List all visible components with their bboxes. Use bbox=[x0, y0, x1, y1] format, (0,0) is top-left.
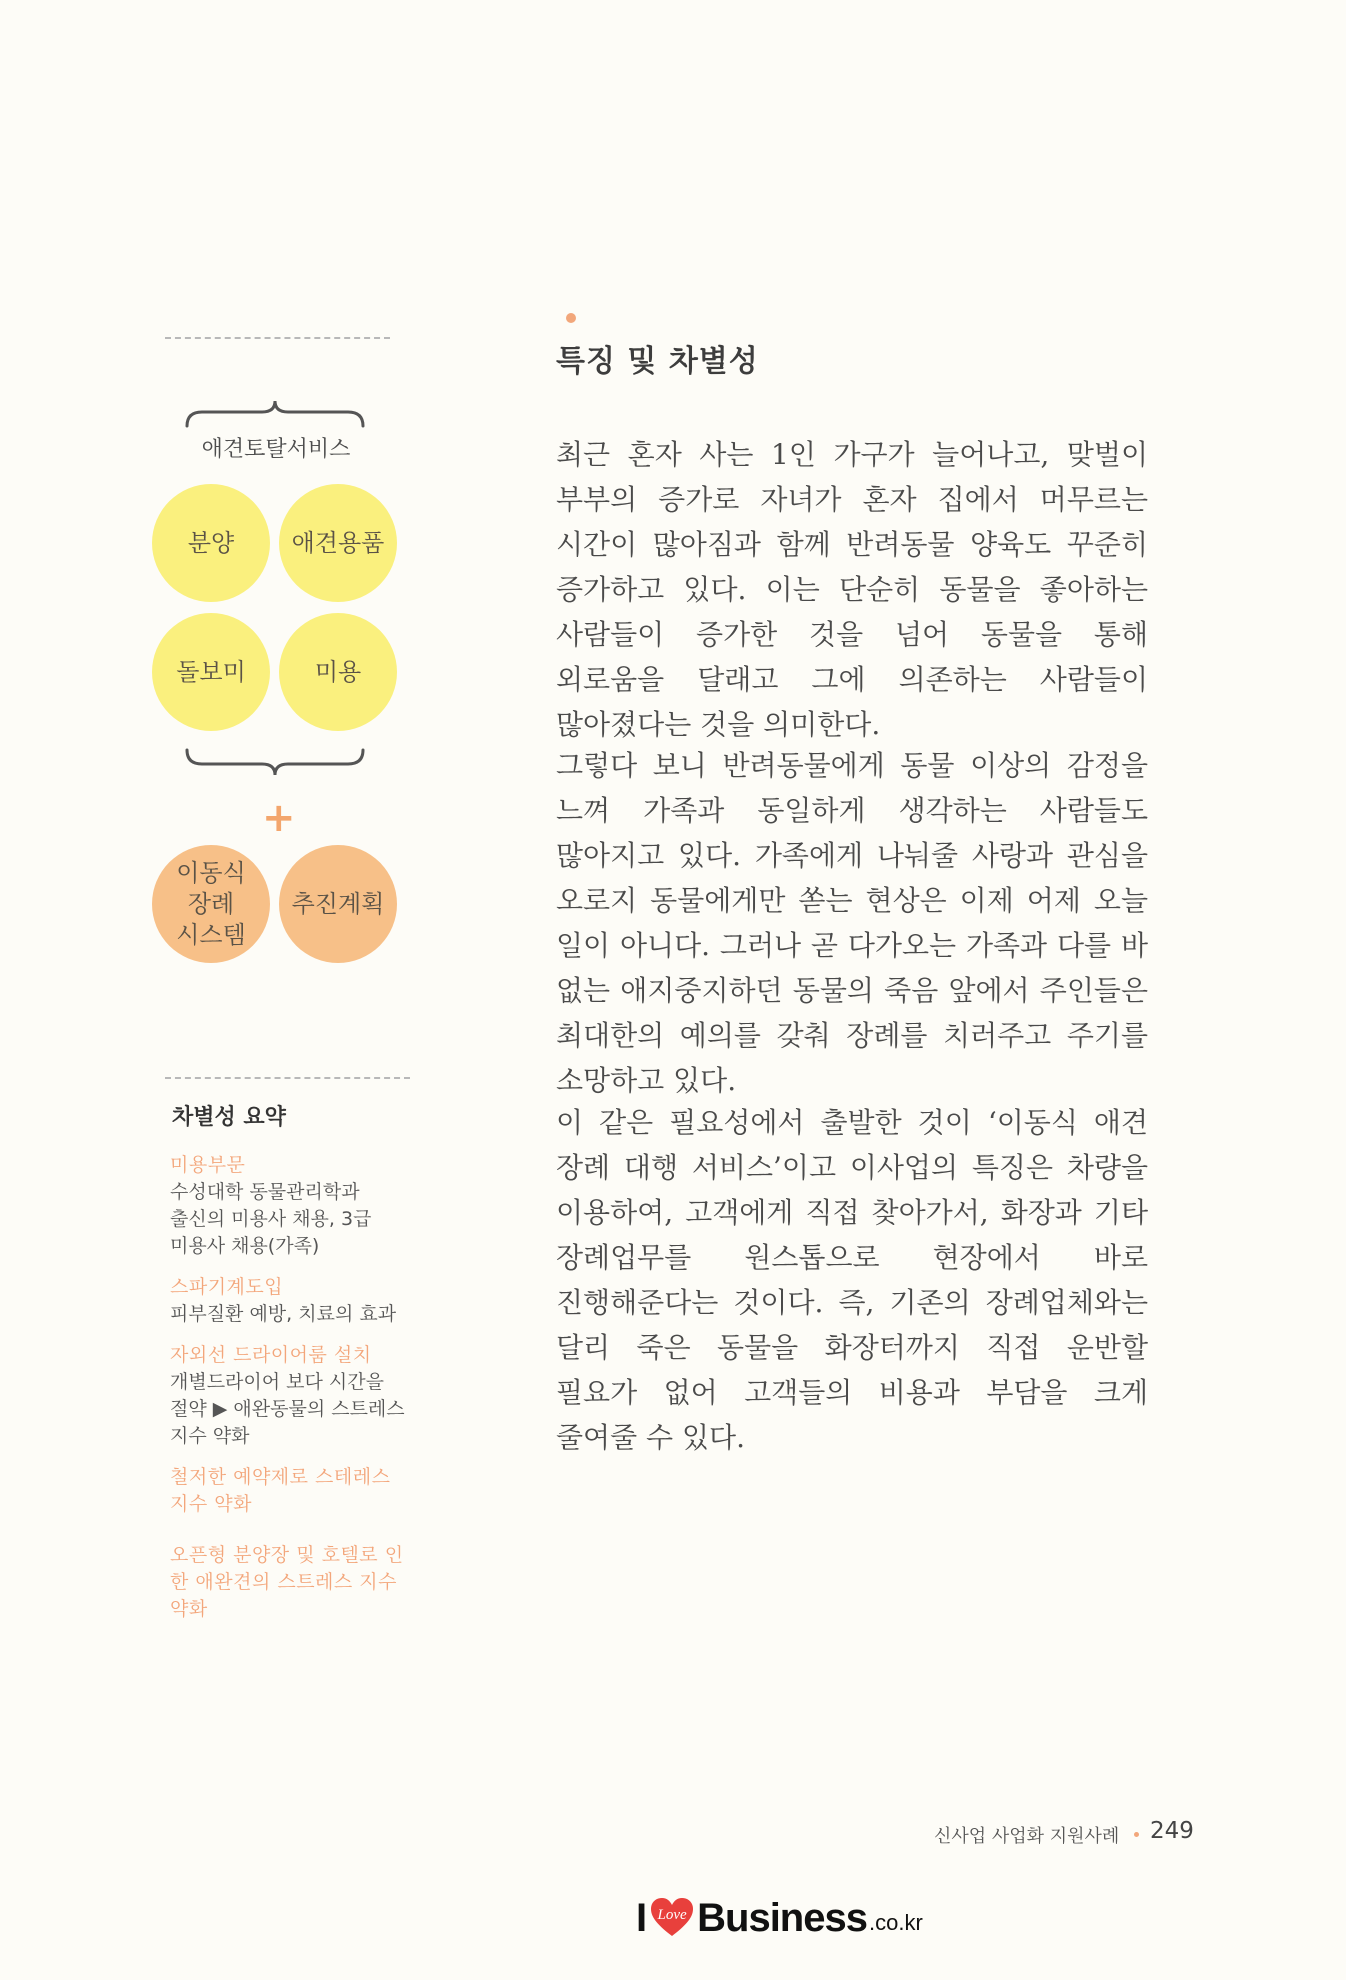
circle-adoption: 분양 bbox=[152, 484, 270, 602]
summary-item-head: 철저한 예약제로 스테레스 지수 약화 bbox=[170, 1466, 391, 1515]
plus-icon: + bbox=[262, 795, 296, 841]
sidebar-bottom-divider bbox=[165, 1077, 410, 1079]
paragraph-3: 이 같은 필요성에서 출발한 것이 ‘이동식 애견 장례 대행 서비스’이고 이사업의 특징은 차량을 이용하여, 고객에게 직접 찾아가서, 화장과 기타 장례업무를 원스톱으로 현장에서 바로 진행해준다는 것이다. 즉, 기존의 장례업체와는 달리 죽은 동물을 화장터까지 직접 운반할 필요가 없어 고객들의 비용과 부담을 크게 줄여줄 수 있다. bbox=[556, 1106, 1148, 1454]
running-title: 신사업 사업화 지원사례 bbox=[934, 1826, 1120, 1847]
footer-dot-icon bbox=[1134, 1832, 1139, 1837]
circle-pet-supplies: 애견용품 bbox=[279, 484, 397, 602]
logo-domain: .co.kr bbox=[868, 1910, 923, 1935]
service-label: 애견토탈서비스 bbox=[201, 437, 351, 462]
logo-heart-text: Love bbox=[657, 1907, 687, 1923]
page-number: 249 bbox=[1150, 1818, 1194, 1844]
summary-item-head: 자외선 드라이어룸 설치 bbox=[170, 1344, 372, 1366]
logo-prefix: I bbox=[636, 1896, 648, 1940]
summary-item bbox=[170, 1542, 410, 1623]
section-dot-icon bbox=[566, 313, 576, 323]
section-title: 특징 및 차별성 bbox=[556, 344, 759, 379]
summary-item bbox=[170, 1464, 410, 1518]
heart-icon bbox=[649, 1896, 695, 1938]
paragraph-2: 그렇다 보니 반려동물에게 동물 이상의 감정을 느껴 가족과 동일하게 생각하는 사람들도 많아지고 있다. 가족에게 나눠줄 사랑과 관심을 오로지 동물에게만 쏟는 현상은 이제 어제 오늘 일이 아니다. 그러나 곧 다가오는 가족과 다를 바 없는 애지중지하던 동물의 죽음 앞에서 주인들은 최대한의 예의를 갖춰 장례를 치러주고 주기를 소망하고 있다. bbox=[556, 749, 1148, 1097]
summary-item bbox=[170, 1274, 410, 1328]
summary-item-head: 오픈형 분양장 및 호텔로 인한 애완견의 스트레스 지수약화 bbox=[170, 1544, 404, 1620]
summary-item bbox=[170, 1342, 410, 1450]
summary-item bbox=[170, 1152, 410, 1260]
summary-item-body: 피부질환 예방, 치료의 효과 bbox=[170, 1303, 397, 1325]
iloveb-logo bbox=[636, 1896, 923, 1938]
circle-pet-sitter: 돌보미 bbox=[152, 613, 270, 731]
summary-item-head: 스파기계도입 bbox=[170, 1276, 284, 1298]
bottom-brace-icon bbox=[184, 748, 366, 778]
summary-title: 차별성 요약 bbox=[172, 1105, 286, 1130]
logo-brand: Business bbox=[697, 1896, 867, 1940]
summary-item-body: 수성대학 동물관리학과 출신의 미용사 채용, 3급 미용사 채용(가족) bbox=[170, 1181, 372, 1257]
sidebar-top-divider bbox=[165, 337, 390, 339]
top-brace-icon bbox=[184, 398, 366, 428]
circle-mobile-funeral: 이동식 장례 시스템 bbox=[152, 845, 270, 963]
circle-plan: 추진계획 bbox=[279, 845, 397, 963]
paragraph-1: 최근 혼자 사는 1인 가구가 늘어나고, 맞벌이 부부의 증가로 자녀가 혼자 집에서 머무르는 시간이 많아짐과 함께 반려동물 양육도 꾸준히 증가하고 있다. 이는 단순히 동물을 좋아하는 사람들이 증가한 것을 넘어 동물을 통해 외로움을 달래고 그에 의존하는 사람들이 많아졌다는 것을 의미한다. bbox=[556, 438, 1148, 741]
summary-item-head: 미용부문 bbox=[170, 1154, 246, 1176]
summary-item-body: 개별드라이어 보다 시간을 절약 ▶ 애완동물의 스트레스 지수 약화 bbox=[170, 1371, 405, 1447]
summary-list bbox=[170, 1152, 410, 1637]
circle-grooming: 미용 bbox=[279, 613, 397, 731]
